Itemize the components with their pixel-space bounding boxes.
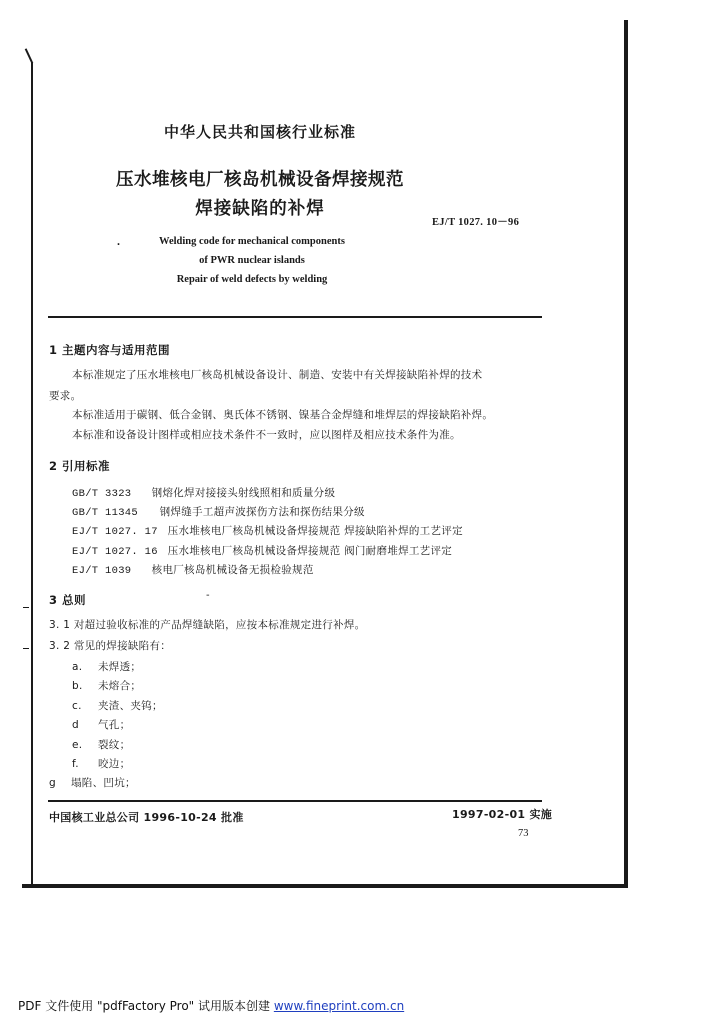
reference-item	[72, 523, 463, 538]
bottom-border-line	[22, 884, 628, 888]
margin-mark	[23, 607, 29, 608]
item-3-1: 3. 1 对超过验收标准的产品焊缝缺陷，应按本标准规定进行补焊。	[49, 619, 366, 631]
section1-para2: 本标准适用于碳钢、低合金钢、奥氏体不锈钢、镍基合金焊缝和堆焊层的焊接缺陷补焊。	[72, 409, 494, 421]
list-text: 咬边；	[98, 758, 131, 770]
reference-item	[72, 485, 335, 500]
reference-code: EJ/T 1027. 16	[72, 546, 158, 558]
watermark-link[interactable]: www.fineprint.com.cn	[273, 999, 405, 1013]
list-marker: d	[72, 719, 79, 731]
title-cn-line1: 压水堆核电厂核岛机械设备焊接规范	[116, 170, 404, 190]
reference-title: 钢焊缝手工超声波探伤方法和探伤结果分级	[159, 506, 365, 518]
section3-dash: -	[206, 590, 210, 601]
footer-divider	[48, 800, 542, 802]
list-text: 未焊透；	[98, 661, 142, 673]
title-en-line2: of PWR nuclear islands	[199, 255, 305, 266]
left-border-tick	[25, 48, 34, 63]
reference-title: 核电厂核岛机械设备无损检验规范	[151, 564, 314, 576]
section1-para3: 本标准和设备设计图样或相应技术条件不一致时，应以图样及相应技术条件为准。	[72, 429, 461, 441]
list-item	[72, 678, 141, 693]
approval-line: 中国核工业总公司 1996-10-24 批准	[49, 811, 244, 824]
reference-code: GB/T 3323	[72, 488, 132, 500]
reference-title: 钢熔化焊对接接头射线照相和质量分级	[151, 487, 336, 499]
bullet-mark: .	[117, 234, 120, 248]
header-divider	[48, 316, 542, 318]
reference-item	[72, 504, 365, 519]
page-number: 73	[518, 828, 529, 839]
list-item	[72, 756, 130, 771]
right-border-line	[624, 20, 628, 888]
reference-item	[72, 543, 452, 558]
section1-para1-line1: 本标准规定了压水堆核电厂核岛机械设备设计、制造、安装中有关焊接缺陷补焊的技术	[72, 369, 483, 381]
list-item	[49, 775, 136, 790]
list-marker: e.	[72, 739, 83, 751]
list-marker: g	[49, 777, 56, 789]
list-item	[72, 659, 141, 674]
section1-heading: 1 主题内容与适用范围	[49, 343, 171, 357]
list-text: 塌陷、凹坑；	[71, 777, 136, 789]
section3-heading: 3 总则	[49, 593, 87, 607]
list-text: 未熔合；	[98, 680, 142, 692]
title-en-line1: Welding code for mechanical components	[159, 236, 345, 247]
list-item	[72, 717, 130, 732]
list-item	[72, 698, 163, 713]
reference-code: EJ/T 1039	[72, 565, 132, 577]
list-text: 气孔；	[98, 719, 131, 731]
reference-item	[72, 562, 314, 577]
item-3-2: 3. 2 常见的焊接缺陷有：	[49, 640, 172, 652]
list-marker: b.	[72, 680, 83, 692]
left-border-line	[31, 62, 33, 884]
title-cn-line2: 焊接缺陷的补焊	[195, 199, 325, 219]
reference-title: 压水堆核电厂核岛机械设备焊接规范 焊接缺陷补焊的工艺评定	[167, 525, 463, 537]
watermark-text: PDF 文件使用 "pdfFactory Pro" 试用版本创建	[18, 999, 274, 1013]
reference-code: GB/T 11345	[72, 507, 139, 519]
section1-para1-line2: 要求。	[49, 390, 82, 402]
list-marker: f.	[72, 758, 79, 770]
list-text: 夹渣、夹钨；	[98, 700, 163, 712]
list-marker: a.	[72, 661, 83, 673]
implementation-date: 1997-02-01 实施	[452, 808, 553, 821]
list-marker: c.	[72, 700, 82, 712]
margin-mark	[23, 648, 29, 649]
title-en-line3: Repair of weld defects by welding	[176, 274, 328, 285]
org-title: 中华人民共和国核行业标准	[163, 123, 356, 141]
list-text: 裂纹；	[98, 739, 131, 751]
reference-code: EJ/T 1027. 17	[72, 526, 158, 538]
section2-heading: 2 引用标准	[49, 459, 111, 473]
pdf-watermark	[18, 997, 404, 1014]
standard-number: EJ/T 1027. 10－96	[432, 217, 520, 228]
list-item	[72, 737, 130, 752]
reference-title: 压水堆核电厂核岛机械设备焊接规范 阀门耐磨堆焊工艺评定	[167, 545, 453, 557]
